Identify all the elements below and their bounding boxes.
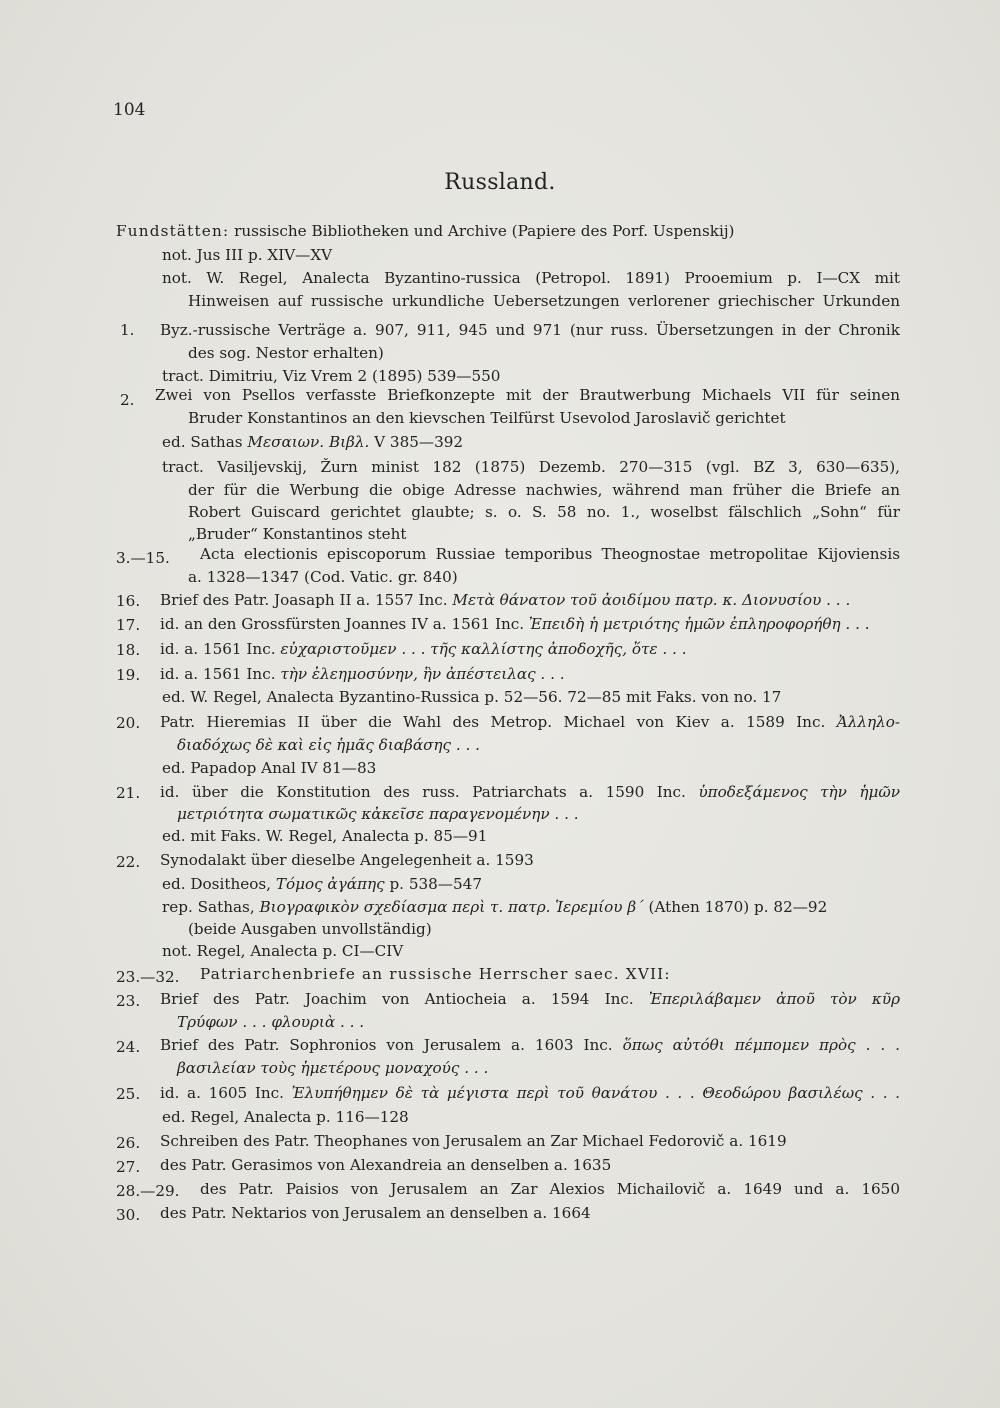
entry-reference: ed. mit Faks. W. Regel, Analecta p. 85—91 bbox=[162, 827, 488, 845]
entry-number: 22. bbox=[116, 853, 141, 871]
entry-text: Patr. Hieremias II über die Wahl des Metrop. Michael von Kiev a. 1589 Inc. Ἀλληλο- bbox=[160, 713, 900, 731]
fundstaetten-note-cont: Hinweisen auf russische urkundliche Uebersetzungen verlorener griechischer Urkunden bbox=[188, 292, 900, 310]
entry-text: des Patr. Nektarios von Jerusalem an denselben a. 1664 bbox=[160, 1204, 591, 1222]
entry-reference: ed. W. Regel, Analecta Byzantino-Russica p. 52—56. 72—85 mit Faks. von no. 17 bbox=[162, 688, 782, 706]
greek-incipit: εὐχαριστοῦμεν . . . τῆς καλλίστης ἀποδοχῆς, ὅτε . . . bbox=[280, 640, 687, 658]
entry-text: des Patr. Gerasimos von Alexandreia an denselben a. 1635 bbox=[160, 1156, 612, 1174]
entry-number: 16. bbox=[116, 592, 141, 610]
entry-text: Brief des Patr. Sophronios von Jerusalem a. 1603 Inc. ὅπως αὐτόθι πέμπομεν πρὸς . . . bbox=[160, 1036, 900, 1054]
fundstaetten-line bbox=[116, 221, 734, 241]
greek-incipit: μετριότητα σωματικῶς κἀκεῖσε παραγενομένην . . . bbox=[177, 805, 579, 823]
entry-number: 25. bbox=[116, 1085, 141, 1103]
entry-text: der für die Werbung die obige Adresse nachwies, während man früher die Briefe an bbox=[188, 481, 900, 499]
entry-text: Acta electionis episcoporum Russiae temporibus Theognostae metropolitae Kijoviensis bbox=[200, 545, 900, 563]
entry-number: 23. bbox=[116, 992, 141, 1010]
entry-reference: rep. Sathas, Βιογραφικὸν σχεδίασμα περὶ τ. πατρ. Ἱερεμίου β´ (Athen 1870) p. 82—92 bbox=[162, 898, 828, 916]
greek-title: Μεσαιων. Βιβλ. bbox=[247, 433, 370, 451]
entry-number: 23.—32. bbox=[116, 968, 180, 986]
entry-text: Brief des Patr. Joasaph II a. 1557 Inc. Μετὰ θάνατον τοῦ ἀοιδίμου πατρ. κ. Διονυσίου . . . bbox=[160, 591, 851, 609]
greek-incipit: Μετὰ θάνατον τοῦ ἀοιδίμου πατρ. κ. Διονυσίου . . . bbox=[452, 591, 851, 609]
entry-text: des sog. Nestor erhalten) bbox=[188, 344, 384, 362]
entry-text: Zwei von Psellos verfasste Briefkonzepte mit der Brautwerbung Michaels VII für seinen bbox=[155, 386, 900, 404]
entry-number: 1. bbox=[120, 321, 135, 339]
entry-text: Bruder Konstantinos an den kievschen Teilfürst Usevolod Jaroslavič gerichtet bbox=[188, 409, 786, 427]
entry-number: 2. bbox=[120, 391, 135, 409]
entry-reference: not. Regel, Analecta p. CI—CIV bbox=[162, 942, 404, 960]
entry-reference: tract. Dimitriu, Viz Vrem 2 (1895) 539—550 bbox=[162, 367, 501, 385]
greek-incipit: διαδόχως δὲ καὶ εἰς ἡμᾶς διαβάσης . . . bbox=[177, 736, 481, 754]
entry-number: 28.—29. bbox=[116, 1182, 180, 1200]
fundstaetten-note: not. Jus III p. XIV—XV bbox=[162, 246, 333, 264]
entry-text: „Bruder“ Konstantinos steht bbox=[188, 525, 407, 543]
greek-incipit: Τρύφων . . . φλουριὰ . . . bbox=[177, 1013, 365, 1031]
greek-title: Τόμος ἀγάπης bbox=[275, 875, 385, 893]
entry-number: 19. bbox=[116, 666, 141, 684]
entry-text: id. an den Grossfürsten Joannes IV a. 1561 Inc. Ἐπειδὴ ἡ μετριότης ἡμῶν ἐπληροφορήθη . . . bbox=[160, 615, 870, 633]
greek-incipit: ὅπως αὐτόθι πέμπομεν πρὸς . . . bbox=[622, 1036, 900, 1054]
greek-incipit: ὑποδεξάμενος τὴν ἡμῶν bbox=[698, 783, 900, 801]
entry-number: 17. bbox=[116, 616, 141, 634]
entry-text: a. 1328—1347 (Cod. Vatic. gr. 840) bbox=[188, 568, 458, 586]
greek-incipit: τὴν ἐλεημοσύνην, ἣν ἀπέστειλας . . . bbox=[280, 665, 565, 683]
entry-text: des Patr. Paisios von Jerusalem an Zar Alexios Michailovič a. 1649 und a. 1650 bbox=[200, 1180, 900, 1198]
entry-reference: ed. Sathas Μεσαιων. Βιβλ. V 385—392 bbox=[162, 433, 464, 451]
page-title: Russland. bbox=[444, 170, 556, 195]
entry-reference: ed. Dositheos, Τόμος ἀγάπης p. 538—547 bbox=[162, 875, 482, 893]
entry-text: id. a. 1561 Inc. εὐχαριστοῦμεν . . . τῆς καλλίστης ἀποδοχῆς, ὅτε . . . bbox=[160, 640, 687, 658]
entry-text: id. a. 1561 Inc. τὴν ἐλεημοσύνην, ἣν ἀπέστειλας . . . bbox=[160, 665, 565, 683]
entry-reference: ed. Regel, Analecta p. 116—128 bbox=[162, 1108, 409, 1126]
fundstaetten-note: not. W. Regel, Analecta Byzantino-russica (Petropol. 1891) Prooemium p. I—CX mit bbox=[162, 269, 900, 287]
entry-number: 3.—15. bbox=[116, 549, 170, 567]
entry-text: id. über die Konstitution des russ. Patriarchats a. 1590 Inc. ὑποδεξάμενος τὴν ἡμῶν bbox=[160, 783, 900, 801]
entry-number: 24. bbox=[116, 1038, 141, 1056]
greek-incipit: Ἐπεριλάβαμεν ἀποῦ τὸν κῦρ bbox=[648, 990, 900, 1008]
entry-number: 18. bbox=[116, 641, 141, 659]
entry-text: id. a. 1605 Inc. Ἐλυπήθημεν δὲ τὰ μέγιστα περὶ τοῦ θανάτου . . . Θεοδώρου βασιλέως . . . bbox=[160, 1084, 900, 1102]
greek-incipit: Ἐπειδὴ ἡ μετριότης ἡμῶν ἐπληροφορήθη . . . bbox=[528, 615, 870, 633]
page-number: 104 bbox=[113, 100, 146, 120]
entry-text bbox=[177, 1058, 488, 1078]
entry-text: Robert Guiscard gerichtet glaubte; s. o. S. 58 no. 1., woselbst fälschlich „Sohn“ für bbox=[188, 503, 900, 521]
greek-incipit: βασιλείαν τοὺς ἡμετέρους μοναχούς . . . bbox=[177, 1059, 489, 1077]
entry-text bbox=[177, 804, 579, 824]
greek-incipit: Ἐλυπήθημεν δὲ τὰ μέγιστα περὶ τοῦ θανάτου . . . Θεοδώρου βασιλέως . . . bbox=[291, 1084, 900, 1102]
entry-text: Schreiben des Patr. Theophanes von Jerusalem an Zar Michael Fedorovič a. 1619 bbox=[160, 1132, 787, 1150]
entry-number: 20. bbox=[116, 714, 141, 732]
entry-text bbox=[177, 1012, 364, 1032]
entry-text: Synodalakt über dieselbe Angelegenheit a. 1593 bbox=[160, 851, 534, 869]
entry-text: Byz.-russische Verträge a. 907, 911, 945 und 971 (nur russ. Übersetzungen in der Chronik bbox=[160, 321, 900, 339]
entry-reference: ed. Papadop Anal IV 81—83 bbox=[162, 759, 377, 777]
entry-number: 21. bbox=[116, 784, 141, 802]
fundstaetten-label: Fundstätten: bbox=[116, 222, 230, 240]
section-subheading: Patriarchenbriefe an russische Herrscher saec. XVII: bbox=[200, 965, 671, 983]
entry-text: (beide Ausgaben unvollständig) bbox=[188, 920, 432, 938]
entry-number: 26. bbox=[116, 1134, 141, 1152]
entry-text bbox=[177, 735, 480, 755]
fundstaetten-text: russische Bibliotheken und Archive (Papiere des Porf. Uspenskij) bbox=[234, 222, 735, 240]
entry-text: Brief des Patr. Joachim von Antiocheia a. 1594 Inc. Ἐπεριλάβαμεν ἀποῦ τὸν κῦρ bbox=[160, 990, 900, 1008]
entry-number: 30. bbox=[116, 1206, 141, 1224]
entry-reference: tract. Vasiljevskij, Žurn minist 182 (1875) Dezemb. 270—315 (vgl. BZ 3, 630—635), bbox=[162, 458, 900, 476]
greek-title: Βιογραφικὸν σχεδίασμα περὶ τ. πατρ. Ἱερεμίου β´ bbox=[259, 898, 644, 916]
greek-incipit: Ἀλληλο- bbox=[836, 713, 900, 731]
entry-number: 27. bbox=[116, 1158, 141, 1176]
